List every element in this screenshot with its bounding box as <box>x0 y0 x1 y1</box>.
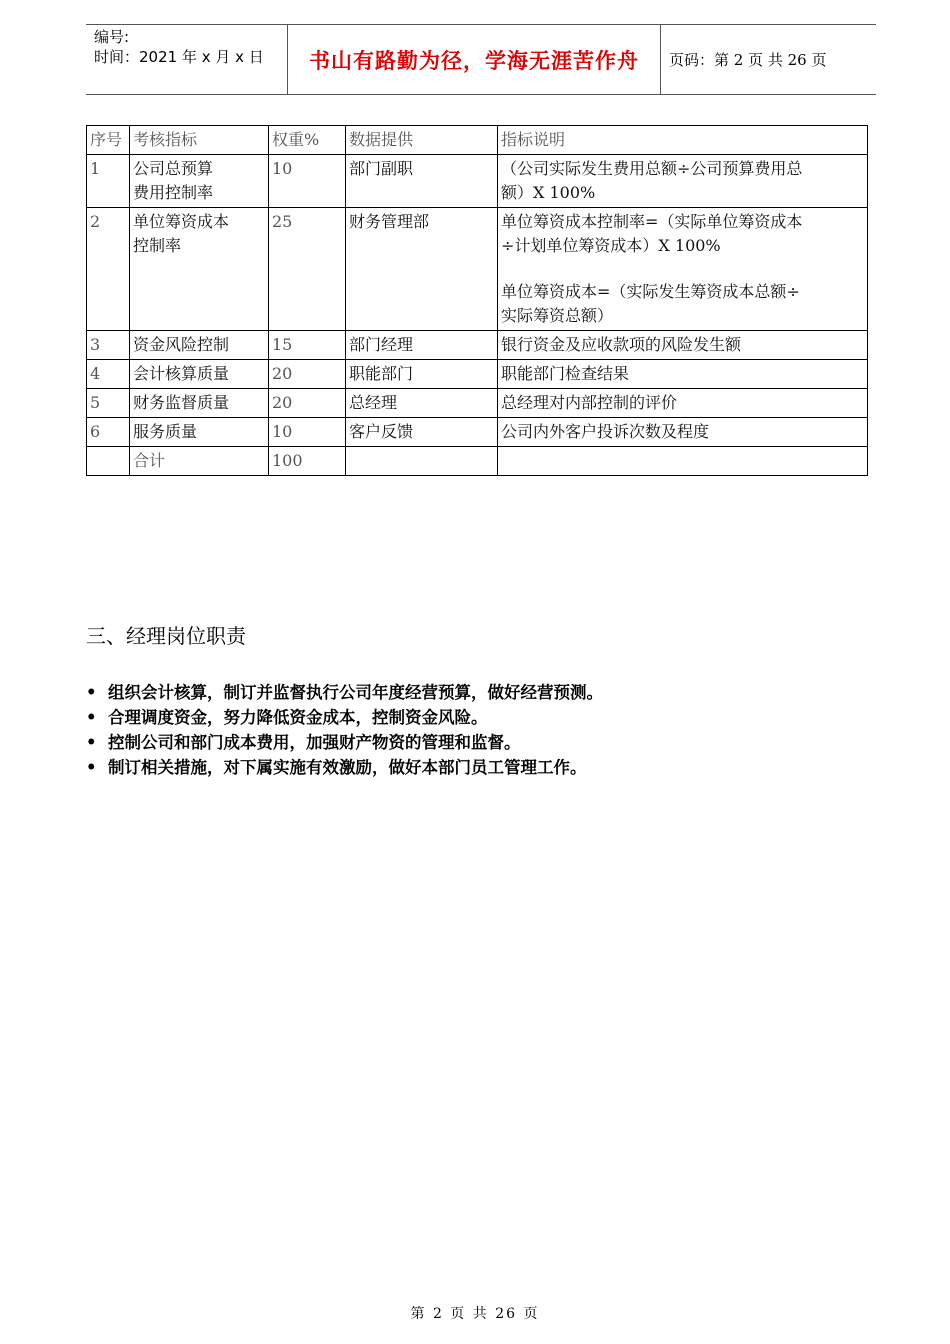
row-description: 单位筹资成本控制率=（实际单位筹资成本 ÷计划单位筹资成本）X 100% 单位筹资成本=（实际发生筹资成本总额÷ 实际筹资总额） <box>498 208 868 331</box>
list-item: • 合理调度资金，努力降低资金成本，控制资金风险。 <box>86 705 866 730</box>
table-header-row <box>87 126 868 155</box>
row-description: 职能部门检查结果 <box>498 360 868 389</box>
row-description: 银行资金及应收款项的风险发生额 <box>498 331 868 360</box>
table-row <box>87 155 868 208</box>
header-index: 序号 <box>87 126 130 155</box>
row-metric: 公司总预算 费用控制率 <box>130 155 269 208</box>
row-weight: 10 <box>269 155 346 208</box>
table-row <box>87 208 868 331</box>
row-description: （公司实际发生费用总额÷公司预算费用总 额）X 100% <box>498 155 868 208</box>
row-weight: 25 <box>269 208 346 331</box>
row-index: 5 <box>87 389 130 418</box>
row-source: 财务管理部 <box>346 208 498 331</box>
row-metric: 会计核算质量 <box>130 360 269 389</box>
row-source: 部门经理 <box>346 331 498 360</box>
row-index: 3 <box>87 331 130 360</box>
row-weight: 15 <box>269 331 346 360</box>
row-weight: 20 <box>269 389 346 418</box>
row-description: 公司内外客户投诉次数及程度 <box>498 418 868 447</box>
row-metric: 单位筹资成本 控制率 <box>130 208 269 331</box>
row-source <box>346 447 498 476</box>
row-metric: 服务质量 <box>130 418 269 447</box>
row-metric: 资金风险控制 <box>130 331 269 360</box>
row-index: 1 <box>87 155 130 208</box>
row-description <box>498 447 868 476</box>
row-index: 6 <box>87 418 130 447</box>
bullet-icon: • <box>86 733 97 752</box>
header-motto: 书山有路勤为径，学海无涯苦作舟 <box>309 48 639 73</box>
row-source: 总经理 <box>346 389 498 418</box>
page-header <box>86 24 876 95</box>
bullet-icon: • <box>86 683 97 702</box>
row-index: 4 <box>87 360 130 389</box>
assessment-table <box>86 125 868 476</box>
row-index: 2 <box>87 208 130 331</box>
header-metric: 考核指标 <box>130 126 269 155</box>
table-row <box>87 418 868 447</box>
table-total-row <box>87 447 868 476</box>
row-metric: 合计 <box>130 447 269 476</box>
page-footer: 第 2 页 共 26 页 <box>410 1306 540 1322</box>
header-description: 指标说明 <box>498 126 868 155</box>
time-label: 时间：2021 年 x 月 x 日 <box>94 48 264 66</box>
row-weight: 100 <box>269 447 346 476</box>
header-source: 数据提供 <box>346 126 498 155</box>
table-row <box>87 389 868 418</box>
section-title: 三、经理岗位职责 <box>86 624 246 648</box>
duties-list <box>86 680 866 780</box>
list-item: • 组织会计核算，制订并监督执行公司年度经营预算，做好经营预测。 <box>86 680 866 705</box>
bullet-icon: • <box>86 708 97 727</box>
header-meta <box>94 27 290 67</box>
table-row <box>87 331 868 360</box>
row-weight: 20 <box>269 360 346 389</box>
row-description: 总经理对内部控制的评价 <box>498 389 868 418</box>
bullet-icon: • <box>86 758 97 777</box>
row-source: 客户反馈 <box>346 418 498 447</box>
table-row <box>87 360 868 389</box>
list-item: • 控制公司和部门成本费用，加强财产物资的管理和监督。 <box>86 730 866 755</box>
header-weight: 权重% <box>269 126 346 155</box>
row-source: 职能部门 <box>346 360 498 389</box>
row-source: 部门副职 <box>346 155 498 208</box>
row-metric: 财务监督质量 <box>130 389 269 418</box>
serial-number-label: 编号: <box>94 28 130 46</box>
row-index <box>87 447 130 476</box>
header-page-code: 页码：第 2 页 共 26 页 <box>669 51 827 69</box>
header-divider <box>660 25 661 94</box>
list-item: • 制订相关措施，对下属实施有效激励，做好本部门员工管理工作。 <box>86 755 866 780</box>
row-weight: 10 <box>269 418 346 447</box>
